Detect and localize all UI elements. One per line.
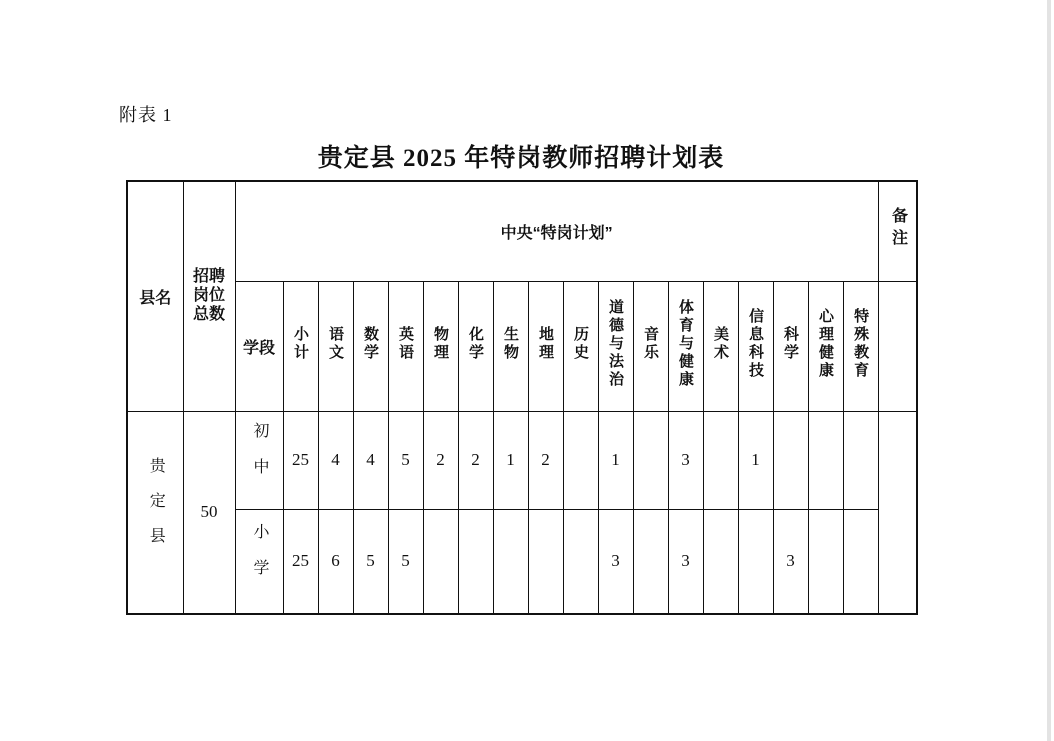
total-positions-cell: 50 (183, 411, 235, 614)
header-total-positions (183, 181, 235, 411)
header-subject-biology (493, 281, 528, 411)
cell-special-ed (843, 411, 878, 509)
header-subject-pe-health (668, 281, 703, 411)
subject-label: 体育与健康 (677, 299, 694, 389)
cell-geography (528, 509, 563, 614)
cell-music (633, 411, 668, 509)
county-cell (127, 411, 183, 614)
stage-cell (235, 509, 283, 614)
header-remark-spacer (878, 281, 917, 411)
cell-pe-health: 3 (668, 411, 703, 509)
header-subject-special-ed (843, 281, 878, 411)
header-total-positions-label: 招聘岗位总数 (192, 268, 225, 323)
subject-label: 音乐 (642, 326, 659, 362)
stage-label: 初中 (251, 421, 268, 494)
data-row-primary (127, 509, 917, 614)
subject-label: 语文 (327, 326, 344, 362)
header-subject-geography (528, 281, 563, 411)
annex-label: 附表 1 (119, 105, 173, 125)
cell-biology (493, 509, 528, 614)
cell-history (563, 509, 598, 614)
subject-label: 小计 (292, 326, 309, 362)
cell-mental-health (808, 411, 843, 509)
header-central-plan-group (235, 181, 878, 281)
header-stage (235, 281, 283, 411)
cell-chinese: 6 (318, 509, 353, 614)
header-subject-chemistry (458, 281, 493, 411)
cell-music (633, 509, 668, 614)
header-subject-physics (423, 281, 458, 411)
page-edge-shadow (1047, 0, 1051, 741)
cell-math: 4 (353, 411, 388, 509)
header-subject-mental-health (808, 281, 843, 411)
data-row-junior-high (127, 411, 917, 509)
header-central-plan-label: 中央“特岗计划” (500, 224, 613, 242)
cell-biology: 1 (493, 411, 528, 509)
header-subject-art (703, 281, 738, 411)
header-subject-math (353, 281, 388, 411)
recruitment-plan-table (126, 180, 918, 615)
subject-label: 心理健康 (817, 308, 834, 380)
cell-physics: 2 (423, 411, 458, 509)
cell-english: 5 (388, 509, 423, 614)
remark-cell (878, 411, 917, 614)
header-subject-morality-law (598, 281, 633, 411)
header-subject-science (773, 281, 808, 411)
header-subject-info-tech (738, 281, 773, 411)
header-county-label: 县名 (139, 289, 172, 307)
cell-chemistry (458, 509, 493, 614)
cell-geography: 2 (528, 411, 563, 509)
cell-special-ed (843, 509, 878, 614)
county-name: 贵定县 (147, 457, 165, 563)
cell-morality-law: 3 (598, 509, 633, 614)
cell-chemistry: 2 (458, 411, 493, 509)
cell-chinese: 4 (318, 411, 353, 509)
cell-art (703, 509, 738, 614)
subject-label: 信息科技 (747, 308, 764, 380)
subject-label: 生物 (502, 326, 519, 362)
cell-pe-health: 3 (668, 509, 703, 614)
subject-label: 道德与法治 (607, 299, 624, 389)
page-title: 贵定县 2025 年特岗教师招聘计划表 (317, 145, 725, 172)
cell-art (703, 411, 738, 509)
cell-math: 5 (353, 509, 388, 614)
subject-label: 物理 (432, 326, 449, 362)
header-remark-label: 备注 (889, 206, 907, 251)
header-subject-chinese (318, 281, 353, 411)
header-subject-english (388, 281, 423, 411)
cell-english: 5 (388, 411, 423, 509)
header-row-1 (127, 181, 917, 281)
cell-science (773, 411, 808, 509)
subject-label: 英语 (397, 326, 414, 362)
header-row-2 (127, 281, 917, 411)
subject-label: 历史 (572, 326, 589, 362)
cell-science: 3 (773, 509, 808, 614)
cell-morality-law: 1 (598, 411, 633, 509)
cell-mental-health (808, 509, 843, 614)
subject-label: 地理 (537, 326, 554, 362)
header-subject-subtotal (283, 281, 318, 411)
cell-subtotal: 25 (283, 509, 318, 614)
header-subject-music (633, 281, 668, 411)
subject-label: 数学 (362, 326, 379, 362)
cell-info-tech (738, 509, 773, 614)
cell-info-tech: 1 (738, 411, 773, 509)
header-subject-history (563, 281, 598, 411)
stage-cell (235, 411, 283, 509)
subject-label: 美术 (712, 326, 729, 362)
subject-label: 特殊教育 (852, 308, 870, 380)
stage-label: 小学 (251, 522, 268, 595)
header-remark (878, 181, 917, 281)
subject-label: 化学 (467, 326, 484, 362)
cell-subtotal: 25 (283, 411, 318, 509)
header-stage-label: 学段 (242, 339, 275, 357)
cell-physics (423, 509, 458, 614)
header-county (127, 181, 183, 411)
subject-label: 科学 (782, 326, 799, 362)
cell-history (563, 411, 598, 509)
